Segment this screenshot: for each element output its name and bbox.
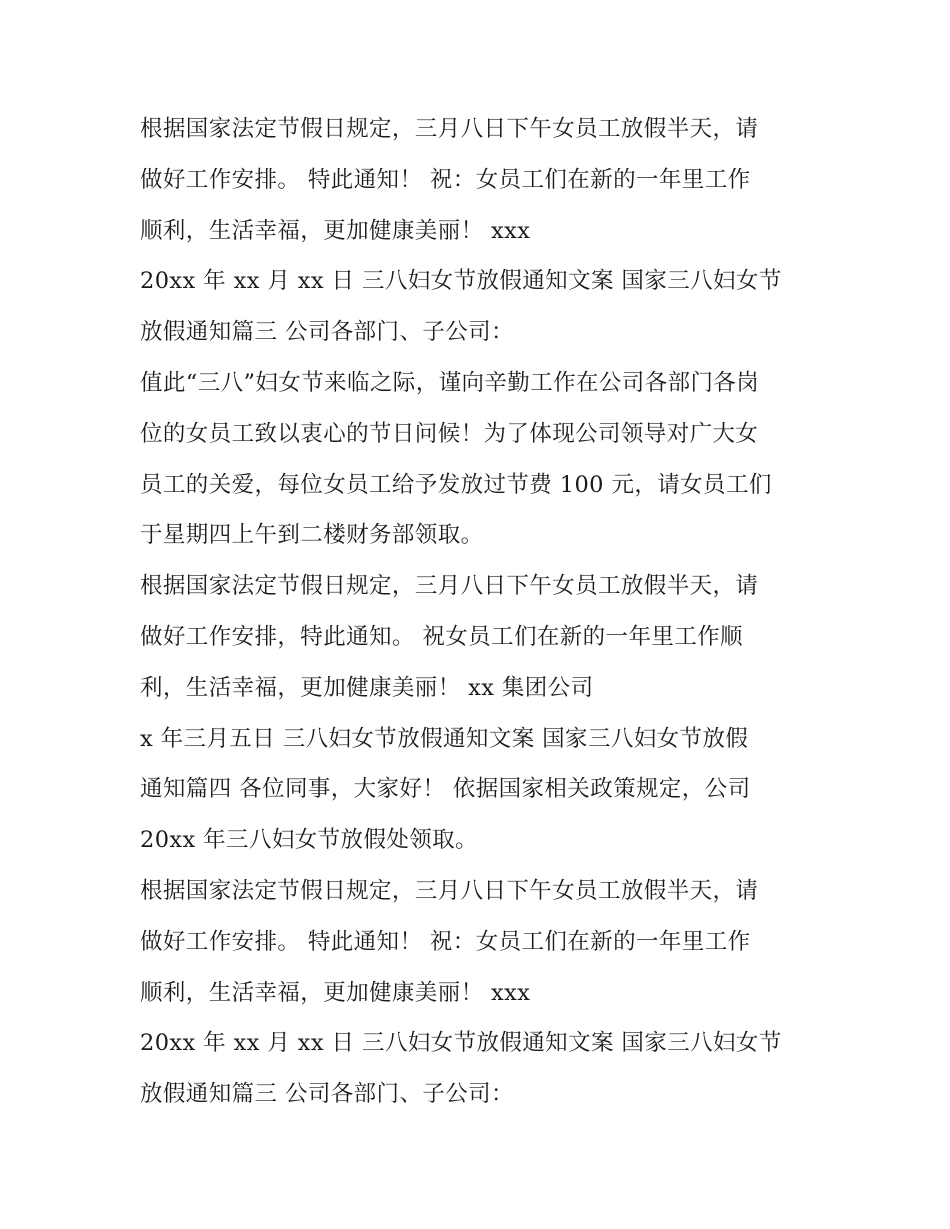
- text-line-6: 值此“三八”妇女节来临之际，谨向辛勤工作在公司各部门各岗: [140, 369, 760, 396]
- text-line-5: 放假通知篇三 公司各部门、子公司：: [140, 319, 514, 346]
- text-line-19: 20xx 年 xx 月 xx 日 三八妇女节放假通知文案 国家三八妇女节: [140, 1030, 782, 1057]
- text-line-9: 于星期四上午到二楼财务部领取。: [140, 522, 484, 549]
- text-line-7: 位的女员工致以衷心的节日问候！为了体现公司领导对广大女: [140, 420, 759, 447]
- text-line-13: x 年三月五日 三八妇女节放假通知文案 国家三八妇女节放假: [140, 725, 749, 752]
- text-line-3: 顺利，生活幸福，更加健康美丽！ xxx: [140, 217, 531, 244]
- text-line-20: 放假通知篇三 公司各部门、子公司：: [140, 1081, 514, 1108]
- text-line-4: 20xx 年 xx 月 xx 日 三八妇女节放假通知文案 国家三八妇女节: [140, 268, 782, 295]
- text-line-14: 通知篇四 各位同事，大家好！ 依据国家相关政策规定，公司: [140, 776, 751, 803]
- text-line-15: 20xx 年三八妇女节放假处领取。: [140, 827, 478, 854]
- text-line-12: 利，生活幸福，更加健康美丽！ xx 集团公司: [140, 674, 594, 701]
- text-line-8: 员工的关爱，每位女员工给予发放过节费 100 元，请女员工们: [140, 471, 772, 498]
- text-line-10: 根据国家法定节假日规定，三月八日下午女员工放假半天，请: [140, 573, 759, 600]
- text-line-18: 顺利，生活幸福，更加健康美丽！ xxx: [140, 979, 531, 1006]
- document-body: [140, 104, 830, 1120]
- text-line-2: 做好工作安排。 特此通知！ 祝：女员工们在新的一年里工作: [140, 166, 751, 193]
- text-line-1: 根据国家法定节假日规定，三月八日下午女员工放假半天，请: [140, 116, 759, 142]
- text-line-11: 做好工作安排，特此通知。 祝女员工们在新的一年里工作顺: [140, 623, 743, 650]
- text-line-17: 做好工作安排。 特此通知！ 祝：女员工们在新的一年里工作: [140, 928, 751, 955]
- text-line-16: 根据国家法定节假日规定，三月八日下午女员工放假半天，请: [140, 877, 759, 904]
